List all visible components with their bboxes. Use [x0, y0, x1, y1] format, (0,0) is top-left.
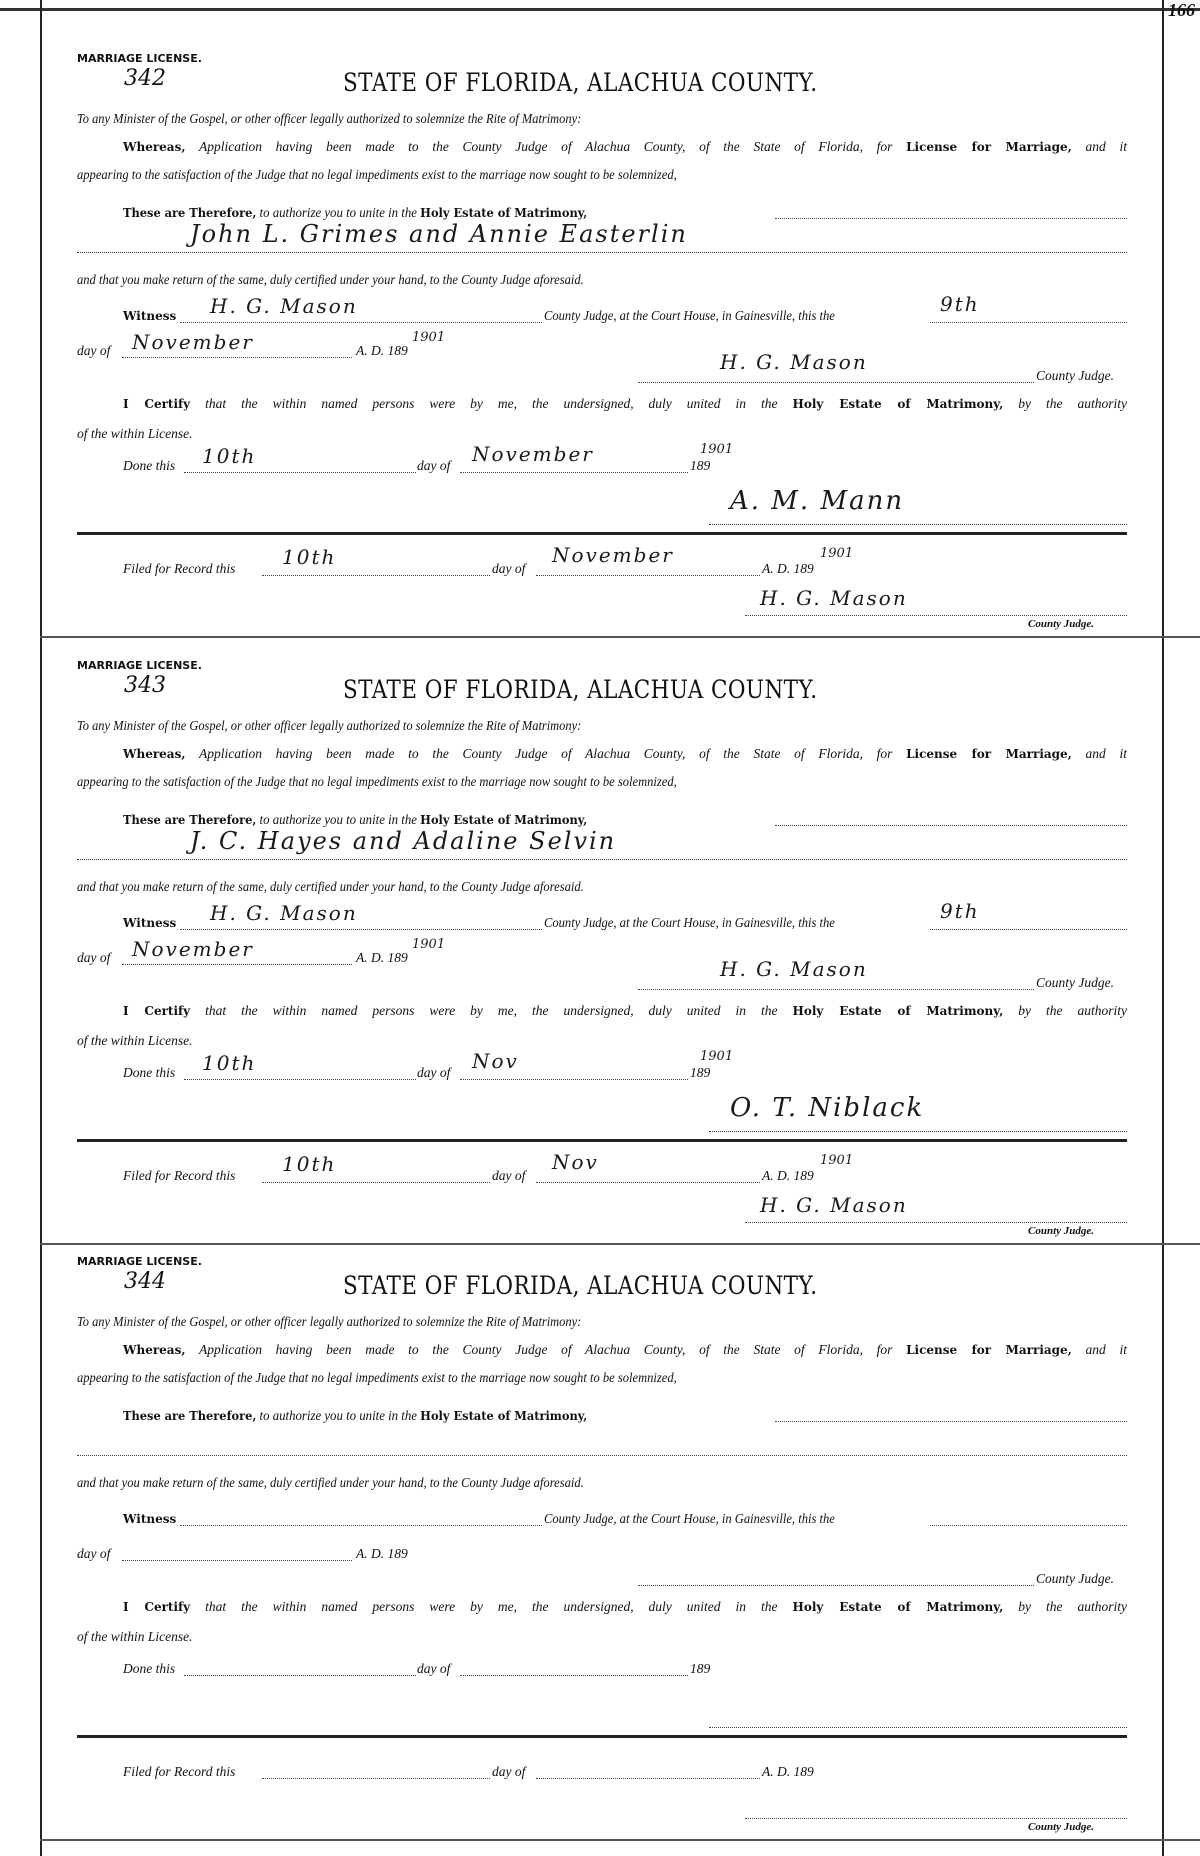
address-line: To any Minister of the Gospel, or other officer legally authorized to solemnize the Rite of Matrimony:: [77, 1314, 582, 1329]
holy-estate: Holy Estate of Matrimony,: [420, 813, 588, 827]
therefore-dotted-line: [775, 825, 1127, 826]
filed-ad-label: A. D. 189: [762, 1764, 814, 1779]
judge-signature: H. G. Mason: [720, 350, 868, 374]
certify-line: [123, 1003, 1127, 1019]
appearing-line: appearing to the satisfaction of the Judge that no legal impediments exist to the marriage now sought to be solemnized,: [77, 774, 677, 789]
license-title: STATE OF FLORIDA, ALACHUA COUNTY.: [343, 68, 818, 97]
section-border: [40, 636, 1200, 638]
issue-month-line: [122, 357, 352, 358]
day-of-label: day of: [77, 950, 111, 965]
issue-month-line: [122, 1560, 352, 1561]
names-line: [77, 859, 1127, 860]
holy-estate: Holy Estate of Matrimony,: [792, 1004, 1004, 1018]
certify-text: that the within named persons were by me, the undersigned, duly united in the: [205, 1599, 778, 1614]
done-day-of-label: day of: [417, 1661, 451, 1676]
done-year-label: 189: [690, 458, 711, 473]
these-are-therefore: These are Therefore,: [123, 1409, 257, 1423]
page-number: 166: [1168, 0, 1195, 20]
filed-day-line: [262, 1182, 490, 1183]
whereas-line: [123, 1342, 1127, 1358]
whereas-line: [123, 139, 1127, 155]
done-this-label: Done this: [123, 1065, 176, 1080]
whereas-word: Whereas,: [123, 747, 186, 761]
filed-signature-line: [745, 1222, 1127, 1223]
record-divider: [77, 1735, 1127, 1738]
filed-day-of-label: day of: [492, 561, 526, 576]
done-month-line: [460, 472, 688, 473]
filed-ad-label: A. D. 189: [762, 561, 814, 576]
issue-year: 1901: [412, 330, 446, 345]
names-line: [77, 1455, 1127, 1456]
done-month: Nov: [472, 1049, 519, 1073]
issue-month: November: [132, 937, 254, 961]
marriage-license-342: [40, 40, 1163, 638]
filed-judge-signature: H. G. Mason: [760, 586, 908, 610]
witness-judge-name: H. G. Mason: [210, 294, 358, 318]
license-for-marriage: License for Marriage,: [906, 1343, 1072, 1357]
issue-year: 1901: [412, 937, 446, 952]
filed-year: 1901: [820, 1153, 854, 1168]
filed-year: 1901: [820, 546, 854, 561]
holy-estate: Holy Estate of Matrimony,: [792, 1600, 1004, 1614]
whereas-word: Whereas,: [123, 1343, 186, 1357]
whereas-word: Whereas,: [123, 140, 186, 154]
witness-dotted-line: [180, 322, 542, 323]
done-day: 10th: [202, 1051, 257, 1075]
license-title: STATE OF FLORIDA, ALACHUA COUNTY.: [343, 675, 818, 704]
therefore-line: [123, 1408, 587, 1424]
county-judge-small-label: County Judge.: [1028, 618, 1095, 630]
county-judge-small-label: County Judge.: [1028, 1821, 1095, 1833]
certify-text: that the within named persons were by me, the undersigned, duly united in the: [205, 396, 778, 411]
done-year-label: 189: [690, 1661, 711, 1676]
within-license-line: of the within License.: [77, 426, 193, 441]
officiant-signature: A. M. Mann: [730, 486, 905, 516]
done-year: 1901: [700, 442, 734, 457]
done-day-of-label: day of: [417, 458, 451, 473]
judge-signature-line: [638, 989, 1034, 990]
whereas-text: Application having been made to the County Judge of Alachua County, of the State of Florida, for: [198, 746, 893, 761]
certify-line: [123, 1599, 1127, 1615]
therefore-dotted-line: [775, 1421, 1127, 1422]
therefore-dotted-line: [775, 218, 1127, 219]
i-certify: I Certify: [123, 1600, 191, 1614]
filed-month-line: [536, 1778, 760, 1779]
filed-day-of-label: day of: [492, 1168, 526, 1183]
county-judge-label: County Judge.: [1036, 368, 1114, 383]
filed-label: Filed for Record this: [123, 1764, 236, 1779]
license-number: 342: [124, 66, 166, 91]
issue-day: 9th: [940, 292, 980, 316]
day-of-label: day of: [77, 1546, 111, 1561]
filed-label: Filed for Record this: [123, 1168, 236, 1183]
filed-month: November: [552, 543, 674, 567]
officiant-signature: O. T. Niblack: [730, 1093, 925, 1123]
therefore-line: [123, 205, 587, 221]
whereas-end: and it: [1085, 746, 1127, 761]
done-year-label: 189: [690, 1065, 711, 1080]
address-line: To any Minister of the Gospel, or other officer legally authorized to solemnize the Rite of Matrimony:: [77, 718, 582, 733]
marriage-license-343: [40, 647, 1163, 1245]
therefore-line: [123, 812, 587, 828]
issue-day-line: [930, 1525, 1127, 1526]
whereas-text: Application having been made to the County Judge of Alachua County, of the State of Florida, for: [198, 1342, 893, 1357]
done-year: 1901: [700, 1049, 734, 1064]
license-title: STATE OF FLORIDA, ALACHUA COUNTY.: [343, 1271, 818, 1300]
return-line: and that you make return of the same, duly certified under your hand, to the County Judge aforesaid.: [77, 272, 584, 287]
these-are-therefore: These are Therefore,: [123, 813, 257, 827]
filed-label: Filed for Record this: [123, 561, 236, 576]
judge-signature-line: [638, 382, 1034, 383]
therefore-text: to authorize you to unite in the: [259, 812, 417, 827]
top-border: [0, 8, 1200, 11]
day-of-label: day of: [77, 343, 111, 358]
i-certify: I Certify: [123, 1004, 191, 1018]
witness-label: Witness: [123, 916, 177, 930]
filed-month-line: [536, 1182, 760, 1183]
return-line: and that you make return of the same, duly certified under your hand, to the County Judge aforesaid.: [77, 879, 584, 894]
ad-label: A. D. 189: [356, 950, 408, 965]
filed-judge-signature: H. G. Mason: [760, 1193, 908, 1217]
certify-line: [123, 396, 1127, 412]
whereas-end: and it: [1085, 1342, 1127, 1357]
county-judge-small-label: County Judge.: [1028, 1225, 1095, 1237]
record-divider: [77, 532, 1127, 535]
witness-label: Witness: [123, 1512, 177, 1526]
couple-names: John L. Grimes and Annie Easterlin: [190, 220, 688, 248]
appearing-line: appearing to the satisfaction of the Judge that no legal impediments exist to the marriage now sought to be solemnized,: [77, 167, 677, 182]
whereas-text: Application having been made to the County Judge of Alachua County, of the State of Florida, for: [198, 139, 893, 154]
court-house-text: County Judge, at the Court House, in Gainesville, this the: [544, 915, 835, 930]
county-judge-label: County Judge.: [1036, 975, 1114, 990]
done-month: November: [472, 442, 594, 466]
marriage-license-label: MARRIAGE LICENSE.: [77, 52, 202, 65]
filed-signature-line: [745, 615, 1127, 616]
witness-judge-name: H. G. Mason: [210, 901, 358, 925]
whereas-line: [123, 746, 1127, 762]
license-for-marriage: License for Marriage,: [906, 140, 1072, 154]
filed-day: 10th: [282, 1152, 337, 1176]
filed-day-of-label: day of: [492, 1764, 526, 1779]
judge-signature-line: [638, 1585, 1034, 1586]
by-authority: by the authority: [1018, 396, 1128, 411]
filed-month: Nov: [552, 1150, 599, 1174]
these-are-therefore: These are Therefore,: [123, 206, 257, 220]
within-license-line: of the within License.: [77, 1033, 193, 1048]
county-judge-label: County Judge.: [1036, 1571, 1114, 1586]
address-line: To any Minister of the Gospel, or other officer legally authorized to solemnize the Rite of Matrimony:: [77, 111, 582, 126]
whereas-end: and it: [1085, 139, 1127, 154]
officiant-signature-line: [709, 1131, 1127, 1132]
witness-dotted-line: [180, 929, 542, 930]
issue-day: 9th: [940, 899, 980, 923]
ad-label: A. D. 189: [356, 1546, 408, 1561]
court-house-text: County Judge, at the Court House, in Gainesville, this the: [544, 1511, 835, 1526]
within-license-line: of the within License.: [77, 1629, 193, 1644]
therefore-text: to authorize you to unite in the: [259, 205, 417, 220]
officiant-signature-line: [709, 524, 1127, 525]
holy-estate: Holy Estate of Matrimony,: [792, 397, 1004, 411]
done-month-line: [460, 1675, 688, 1676]
done-day-line: [184, 1675, 416, 1676]
done-day: 10th: [202, 444, 257, 468]
filed-day: 10th: [282, 545, 337, 569]
holy-estate: Holy Estate of Matrimony,: [420, 206, 588, 220]
court-house-text: County Judge, at the Court House, in Gainesville, this the: [544, 308, 835, 323]
witness-label: Witness: [123, 309, 177, 323]
record-divider: [77, 1139, 1127, 1142]
done-month-line: [460, 1079, 688, 1080]
issue-day-line: [930, 929, 1127, 930]
by-authority: by the authority: [1018, 1003, 1128, 1018]
marriage-license-label: MARRIAGE LICENSE.: [77, 1255, 202, 1268]
appearing-line: appearing to the satisfaction of the Judge that no legal impediments exist to the marriage now sought to be solemnized,: [77, 1370, 677, 1385]
i-certify: I Certify: [123, 397, 191, 411]
filed-day-line: [262, 575, 490, 576]
done-day-of-label: day of: [417, 1065, 451, 1080]
issue-month: November: [132, 330, 254, 354]
witness-dotted-line: [180, 1525, 542, 1526]
certify-text: that the within named persons were by me, the undersigned, duly united in the: [205, 1003, 778, 1018]
section-border: [40, 1839, 1200, 1841]
done-this-label: Done this: [123, 1661, 176, 1676]
filed-month-line: [536, 575, 760, 576]
return-line: and that you make return of the same, duly certified under your hand, to the County Judge aforesaid.: [77, 1475, 584, 1490]
filed-signature-line: [745, 1818, 1127, 1819]
holy-estate: Holy Estate of Matrimony,: [420, 1409, 588, 1423]
issue-month-line: [122, 964, 352, 965]
officiant-signature-line: [709, 1727, 1127, 1728]
couple-names: J. C. Hayes and Adaline Selvin: [190, 827, 617, 855]
done-this-label: Done this: [123, 458, 176, 473]
license-number: 344: [124, 1269, 166, 1294]
filed-day-line: [262, 1778, 490, 1779]
done-day-line: [184, 1079, 416, 1080]
license-for-marriage: License for Marriage,: [906, 747, 1072, 761]
issue-day-line: [930, 322, 1127, 323]
names-line: [77, 252, 1127, 253]
ad-label: A. D. 189: [356, 343, 408, 358]
done-day-line: [184, 472, 416, 473]
marriage-license-label: MARRIAGE LICENSE.: [77, 659, 202, 672]
marriage-license-344: [40, 1243, 1163, 1841]
by-authority: by the authority: [1018, 1599, 1128, 1614]
license-number: 343: [124, 673, 166, 698]
filed-ad-label: A. D. 189: [762, 1168, 814, 1183]
judge-signature: H. G. Mason: [720, 957, 868, 981]
therefore-text: to authorize you to unite in the: [259, 1408, 417, 1423]
